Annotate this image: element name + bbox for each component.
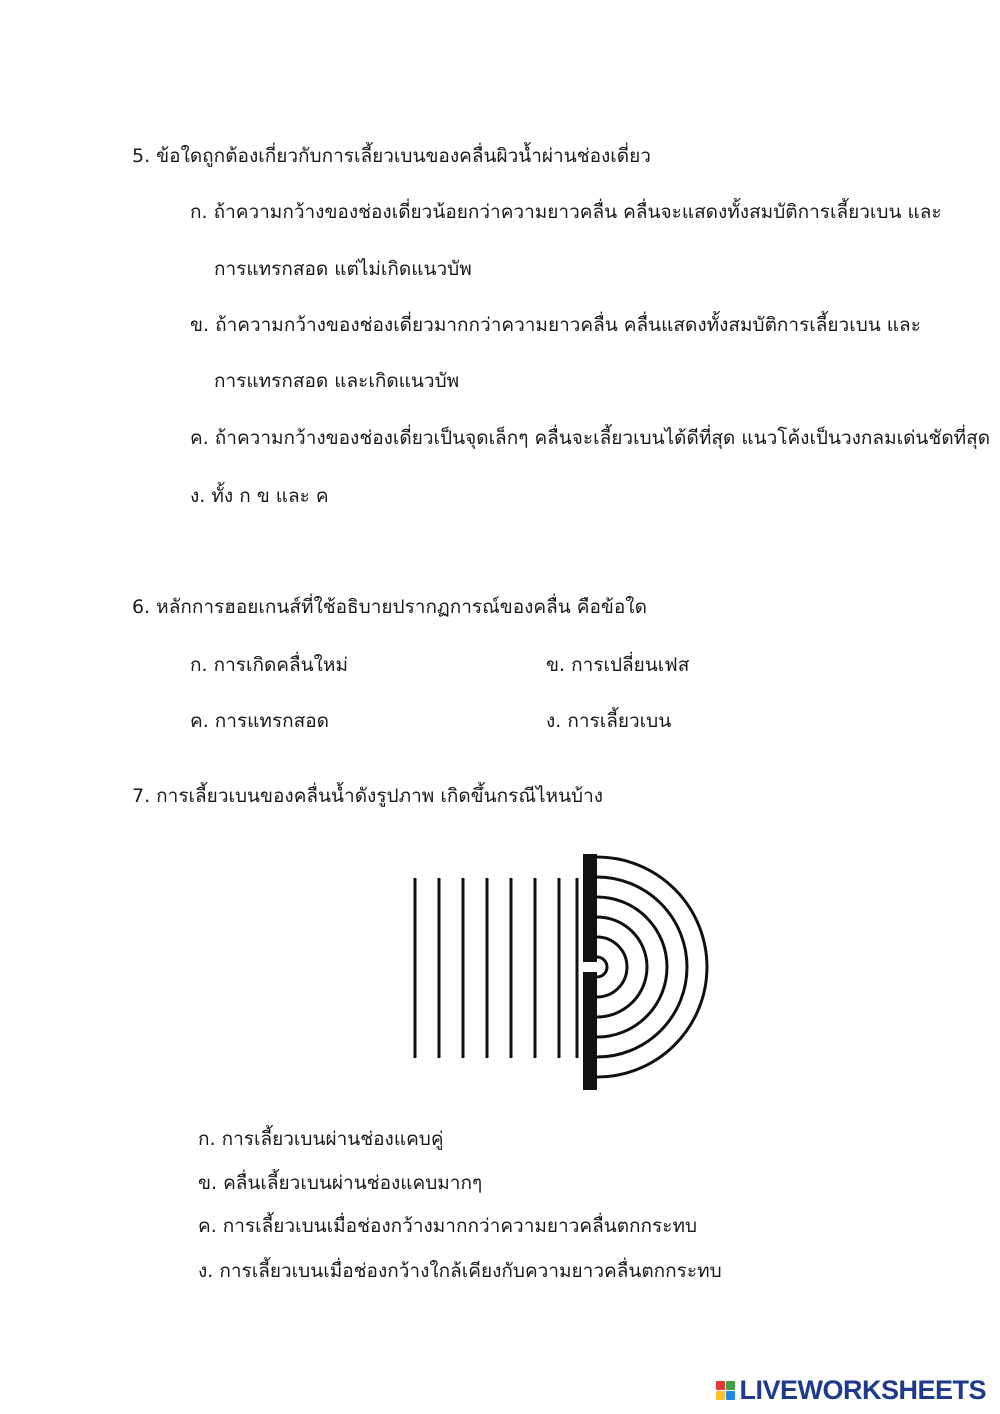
diffracted-arc [597,937,627,997]
question-6-text: 6. หลักการฮอยเกนส์ที่ใช้อธิบายปรากฏการณ์ของคลื่น คือข้อใด [132,596,647,618]
q5-option-a-line1: ก. ถ้าความกว้างของช่องเดี่ยวน้อยกว่าความยาวคลื่น คลื่นจะแสดงทั้งสมบัติการเลี้ยวเบน และ [190,201,942,223]
incident-wavefronts [415,878,577,1058]
diffracted-wavefronts [597,857,707,1077]
diffracted-arc [597,917,647,1017]
diffracted-arc [597,857,707,1077]
q6-option-a: ก. การเกิดคลื่นใหม่ [190,654,348,676]
wave-diffraction-diagram [400,848,720,1094]
liveworksheets-logo-text: LIVEWORKSHEETS [739,1374,986,1405]
q6-option-b: ข. การเปลี่ยนเฟส [546,654,690,676]
diffracted-arc [597,877,687,1057]
q5-option-a-line2: การแทรกสอด แต่ไม่เกิดแนวบัพ [214,258,472,280]
q6-option-c: ค. การแทรกสอด [190,710,329,732]
q7-option-b: ข. คลื่นเลี้ยวเบนผ่านช่องแคบมากๆ [198,1172,483,1194]
question-5-text: 5. ข้อใดถูกต้องเกี่ยวกับการเลี้ยวเบนของคลื่นผิวน้ำผ่านช่องเดี่ยว [132,145,651,167]
barrier-upper [583,854,597,962]
liveworksheets-logo[interactable] [716,1374,986,1406]
barrier-lower [583,972,597,1090]
q7-option-d: ง. การเลี้ยวเบนเมื่อช่องกว้างใกล้เคียงกับความยาวคลื่นตกกระทบ [198,1260,722,1282]
q6-option-d: ง. การเลี้ยวเบน [546,710,672,732]
liveworksheets-logo-icon [716,1381,735,1400]
q5-option-c: ค. ถ้าความกว้างของช่องเดี่ยวเป็นจุดเล็กๆ คลื่นจะเลี้ยวเบนได้ดีที่สุด แนวโค้งเป็นวงกลมเด่นชัดที่สุด [190,427,991,449]
question-7-text: 7. การเลี้ยวเบนของคลื่นน้ำดังรูปภาพ เกิดขึ้นกรณีไหนบ้าง [132,785,604,807]
q7-option-c: ค. การเลี้ยวเบนเมื่อช่องกว้างมากกว่าความยาวคลื่นตกกระทบ [198,1215,698,1237]
q5-option-b-line2: การแทรกสอด และเกิดแนวบัพ [214,370,460,392]
q5-option-b-line1: ข. ถ้าความกว้างของช่องเดี่ยวมากกว่าความยาวคลื่น คลื่นแสดงทั้งสมบัติการเลี้ยวเบน และ [190,314,921,336]
q5-option-d: ง. ทั้ง ก ข และ ค [190,485,329,507]
diffracted-arc [597,957,607,977]
barrier-with-slit [583,854,597,1090]
q7-option-a: ก. การเลี้ยวเบนผ่านช่องแคบคู่ [198,1128,444,1150]
